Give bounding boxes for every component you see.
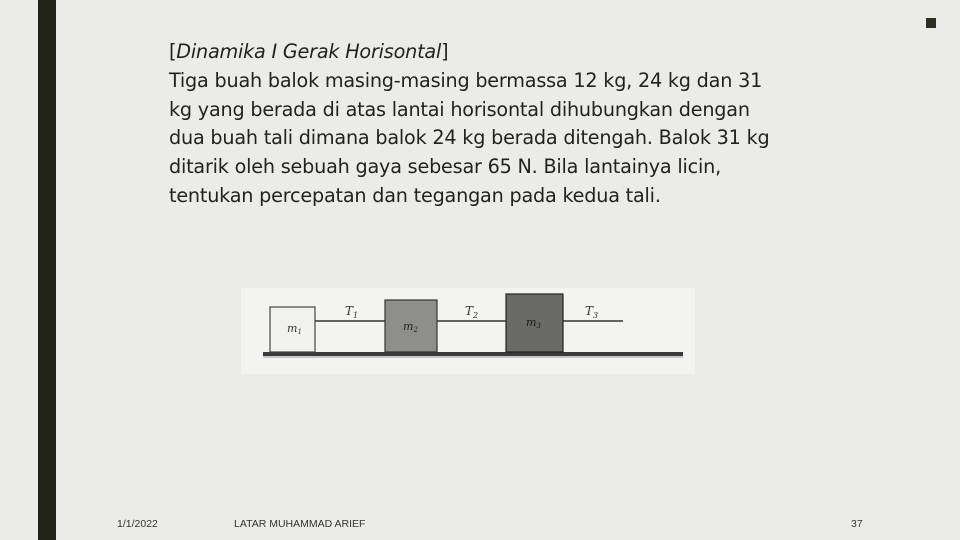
blocks-diagram: [241, 288, 695, 374]
blocks-diagram-figure: [241, 288, 695, 374]
page-number: 37: [851, 518, 863, 530]
heading-open-bracket: [: [169, 40, 177, 63]
tension-t3-label: $T_3$: [585, 304, 599, 320]
footer-date: 1/1/2022: [117, 518, 158, 530]
body-line-3: dua buah tali dimana balok 24 kg berada ditengah. Balok 31 kg: [169, 126, 770, 150]
body-line-4: ditarik oleh sebuah gaya sebesar 65 N. Bila lantainya licin,: [169, 155, 721, 179]
body-line-5: tentukan percepatan dan tegangan pada kedua tali.: [169, 183, 661, 207]
footer-author: LATAR MUHAMMAD ARIEF: [234, 518, 366, 530]
tension-t1-label: $T_1$: [345, 304, 359, 320]
slide-heading: [169, 38, 829, 67]
body-line-1: Tiga buah balok masing-masing bermassa 12 kg, 24 kg dan 31: [169, 68, 763, 92]
block-m3-label: m3: [526, 316, 541, 330]
corner-bullet-icon: [926, 18, 936, 28]
block-m2-label: m2: [403, 320, 418, 334]
left-accent-bar: [38, 0, 56, 540]
heading-close-bracket: ]: [441, 40, 449, 63]
problem-text: [169, 38, 829, 211]
tension-t2-label: $T_2$: [465, 304, 479, 320]
heading-title: Dinamika I Gerak Horisontal: [176, 40, 442, 63]
floor-surface: [263, 352, 683, 356]
body-line-2: kg yang berada di atas lantai horisontal dihubungkan dengan: [169, 97, 750, 121]
block-m1-label: m1: [287, 322, 302, 336]
